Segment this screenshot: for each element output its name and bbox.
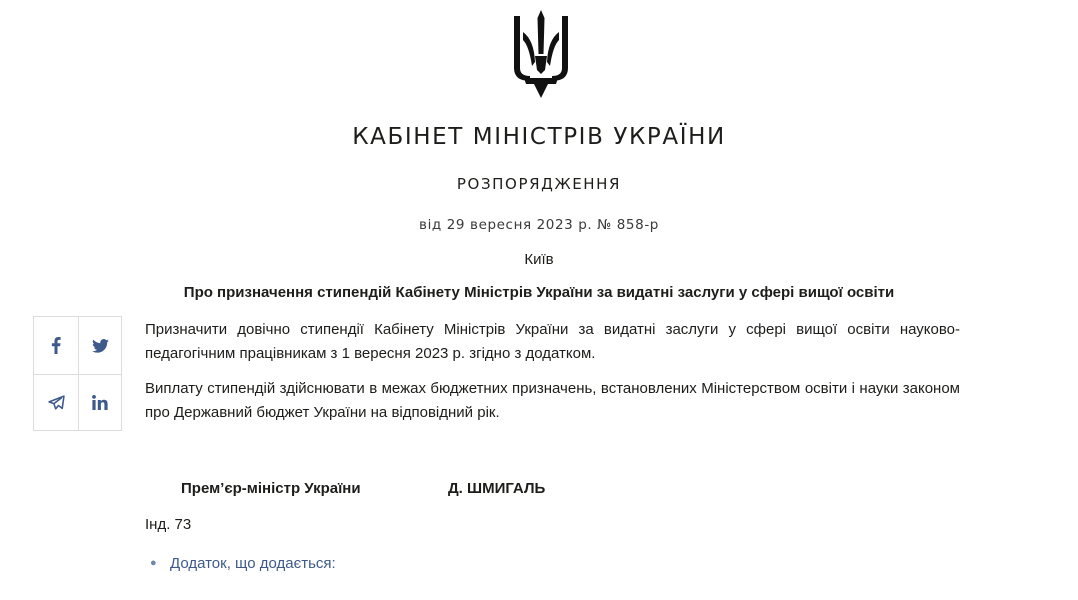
signatory-name: Д. ШМИГАЛЬ — [448, 480, 546, 497]
paragraph-1: Призначити довічно стипендії Кабінету Міністрів України за видатні заслуги у сфері вищої освіти науково-педагогічним працівникам з 1 вересня 2023 р. згідно з додатком. — [145, 321, 960, 362]
telegram-icon — [48, 395, 65, 410]
document-index: Інд. 73 — [145, 516, 192, 533]
share-telegram-button[interactable] — [34, 374, 79, 431]
share-facebook-button[interactable] — [34, 317, 79, 375]
paragraph-2: Виплату стипендій здійснювати в межах бюджетних призначень, встановлених Міністерством освіти і науки законом про Державний бюджет України на відповідний рік. — [145, 380, 960, 421]
document-city: Київ — [524, 251, 554, 268]
share-panel — [33, 316, 122, 431]
facebook-icon — [51, 337, 61, 354]
cabinet-title: КАБІНЕТ МІНІСТРІВ УКРАЇНИ — [352, 124, 726, 150]
document-subject: Про призначення стипендій Кабінету Міністрів України за видатні заслуги у сфері вищої освіти — [183, 284, 895, 301]
linkedin-icon — [92, 395, 108, 410]
document-type: РОЗПОРЯДЖЕННЯ — [456, 175, 622, 193]
trident-coat-of-arms-icon — [510, 10, 572, 100]
annex-link-label: Додаток, що додається: — [170, 555, 336, 572]
twitter-icon — [92, 339, 109, 353]
document-date-number: від 29 вересня 2023 р. № 858-р — [419, 217, 659, 233]
bullet-icon: ● — [150, 557, 157, 569]
signatory-position: Прем’єр-міністр України — [181, 480, 361, 497]
share-twitter-button[interactable] — [78, 317, 122, 375]
share-linkedin-button[interactable] — [78, 374, 122, 431]
annex-link[interactable] — [150, 555, 336, 572]
